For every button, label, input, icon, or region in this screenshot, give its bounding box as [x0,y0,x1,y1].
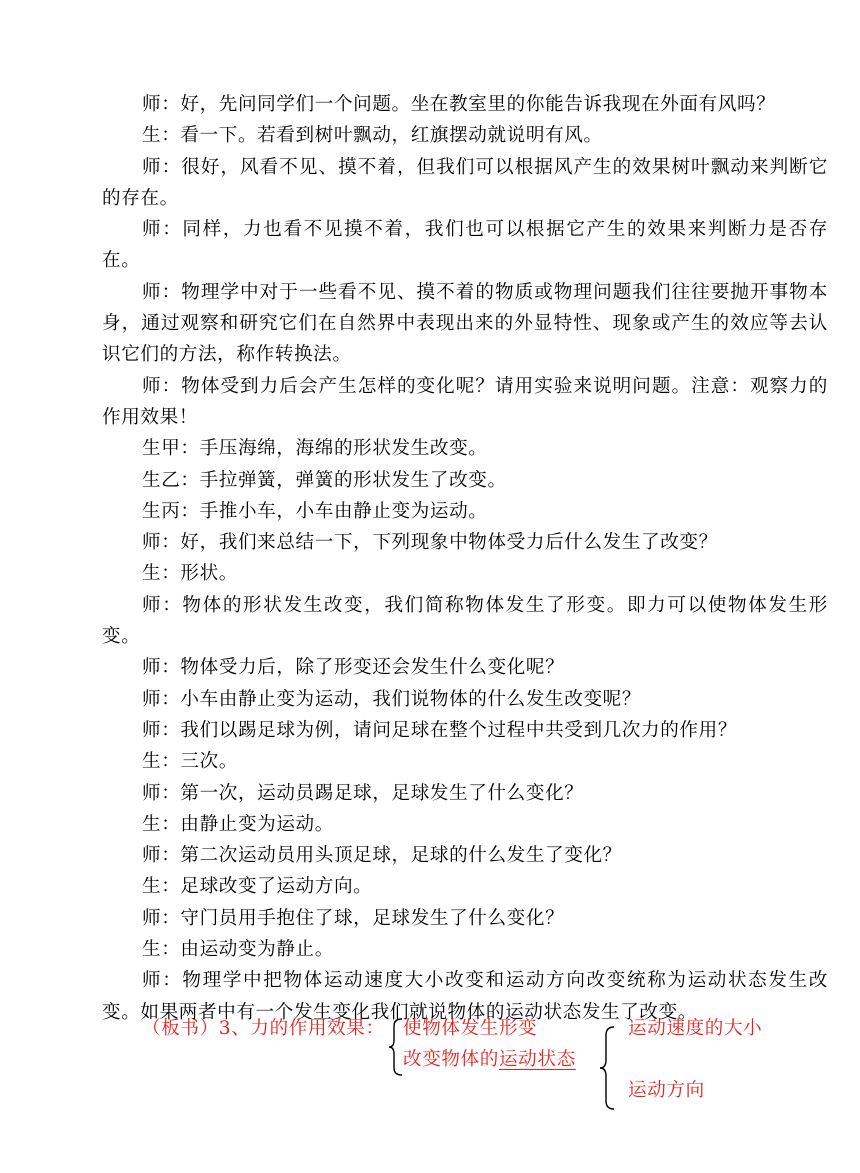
board-item-motion-prefix: 改变物体的 [403,1049,499,1070]
paragraph: 师：好，我们来总结一下，下列现象中物体受力后什么发生了改变？ [142,532,718,554]
paragraph: 生丙：手推小车，小车由静止变为运动。 [142,500,488,522]
paragraph: 师：我们以踢足球为例，请问足球在整个过程中共受到几次力的作用？ [142,719,738,741]
paragraph: 师：好，先问同学们一个问题。坐在教室里的你能告诉我现在外面有风吗？ [142,94,776,115]
board-label: （板书）3、力的作用效果： [142,1018,385,1039]
paragraph: 生：形状。 [142,563,238,585]
paragraph: 师：小车由静止变为运动，我们说物体的什么发生改变呢？ [142,688,642,710]
paragraph: 师：第一次，运动员踢足球，足球发生了什么变化？ [142,782,584,804]
paragraph: 生：由运动变为静止。 [142,939,334,961]
paragraph: 师：物理学中对于一些看不见、摸不着的物质或物理问题我们往往要抛开事物本身，通过观察和研究它们在自然界中表现出来的外显特性、现象或产生的效应等去认识它们的方法，称作转换法。 [102,281,828,366]
paragraph: 师：很好，风看不见、摸不着，但我们可以根据风产生的效果树叶飘动来判断它的存在。 [102,156,828,209]
dialogue-body [102,89,828,1028]
board-sub-speed: 运动速度的大小 [628,1018,763,1039]
paragraph: 师：同样，力也看不见摸不着，我们也可以根据它产生的效果来判断力是否存在。 [102,219,828,272]
paragraph: 生乙：手拉弹簧，弹簧的形状发生了改变。 [142,469,507,491]
paragraph: 生：看一下。若看到树叶飘动，红旗摆动就说明有风。 [142,125,603,147]
board-item-motion-underlined: 运动状态 [498,1049,576,1070]
paragraph: 师：物体受到力后会产生怎样的变化呢？请用实验来说明问题。注意：观察力的作用效果！ [102,375,828,428]
paragraph: 生：三次。 [142,751,238,773]
board-item-motion-state [403,1045,576,1071]
paragraph: 师：第二次运动员用头顶足球，足球的什么发生了变化？ [142,845,622,867]
paragraph: 生：由静止变为运动。 [142,813,334,835]
paragraph: 师：物体受力后，除了形变还会发生什么变化呢？ [142,657,565,679]
board-sub-direction: 运动方向 [628,1080,705,1101]
paragraph: 师：守门员用手抱住了球，足球发生了什么变化？ [142,907,565,929]
blackboard-summary [0,1012,860,1122]
paragraph: 师：物理学中把物体运动速度大小改变和运动方向改变统称为运动状态发生改变。如果两者中有一个发生变化我们就说物体的运动状态发生了改变。 [102,970,828,1023]
left-brace-main [388,1018,404,1076]
paragraph: 生甲：手压海绵，海绵的形状发生改变。 [142,438,488,460]
board-item-deformation: 使物体发生形变 [403,1018,538,1039]
paragraph: 师：物体的形状发生改变，我们简称物体发生了形变。即力可以使物体发生形变。 [102,594,828,648]
left-brace-sub [598,1026,616,1110]
paragraph: 生：足球改变了运动方向。 [142,876,373,898]
